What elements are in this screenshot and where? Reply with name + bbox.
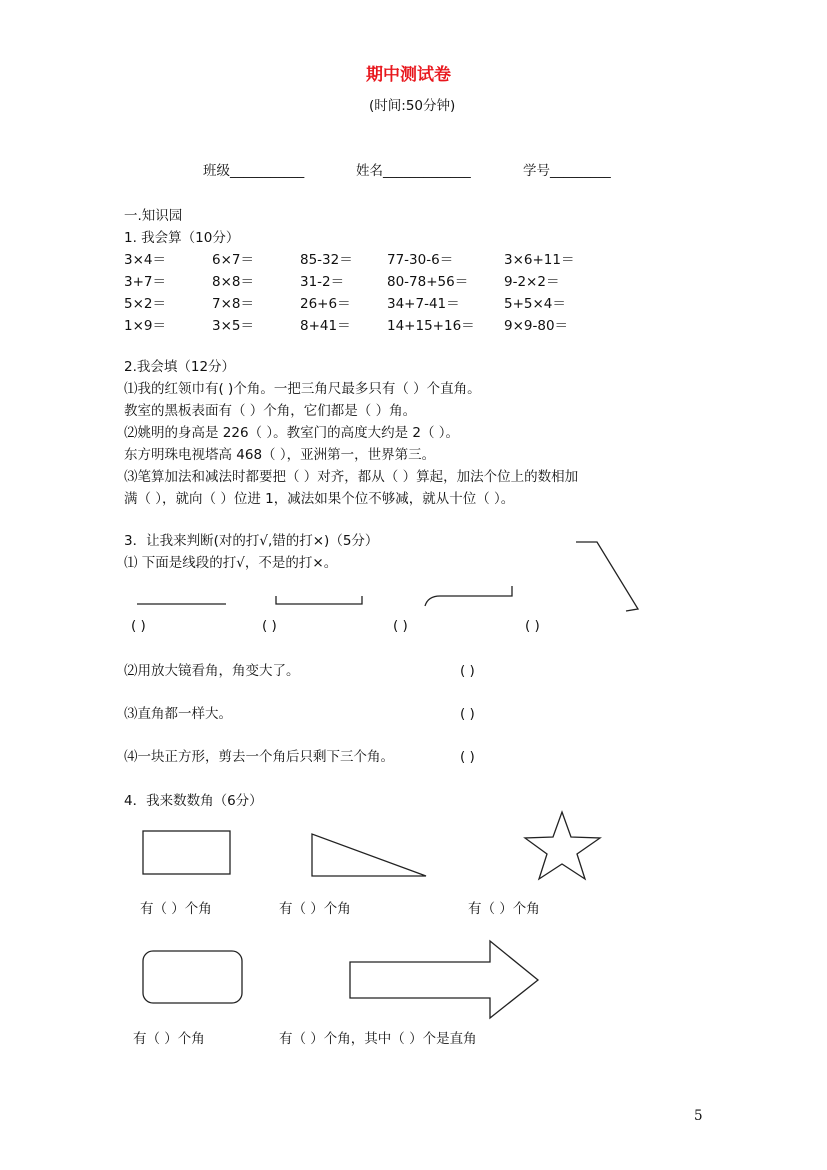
page-title: 期中测试卷 [366,65,451,85]
answer-blank: ( ) [262,618,277,634]
shape-caption: 有（ ）个角 [140,901,212,917]
fill-line: 满（ ），就向（ ）位进 1，减法如果个位不够减，就从十位（ ）。 [124,491,515,507]
calc-item: 77-30-6＝ [387,252,454,268]
calc-item: 31-2＝ [300,274,345,290]
calc-item: 14+15+16＝ [387,318,475,334]
calc-item: 7×8＝ [212,296,254,312]
answer-blank: ( ) [460,749,475,765]
calc-item: 5+5×4＝ [504,296,566,312]
question-1-title: 1. 我会算（10分） [124,230,240,246]
answer-blank: ( ) [525,618,540,634]
arrow-figure [350,941,538,1018]
answer-blank: ( ) [393,618,408,634]
page-number: 5 [694,1108,703,1124]
judgement-item: ⑵用放大镜看角，角变大了。 [124,663,300,679]
fill-line: 教室的黑板表面有（ ）个角，它们都是（ ）角。 [124,403,417,419]
calc-item: 9-2×2＝ [504,274,560,290]
calc-item: 9×9-80＝ [504,318,569,334]
fill-line: ⑶笔算加法和减法时都要把（ ）对齐，都从（ ）算起，加法个位上的数相加 [124,469,579,485]
fill-line: 东方明珠电视塔高 468（ ），亚洲第一，世界第三。 [124,447,436,463]
answer-blank: ( ) [460,706,475,722]
star-figure [525,812,600,879]
answer-blank: ( ) [131,618,146,634]
rectangle-figure [143,831,230,874]
shape-caption: 有（ ）个角 [468,901,540,917]
calc-item: 85-32＝ [300,252,353,268]
calc-item: 34+7-41＝ [387,296,460,312]
calc-item: 8+41＝ [300,318,351,334]
shape-caption: 有（ ）个角，其中（ ）个是直角 [279,1031,477,1047]
question-3-sub1: ⑴ 下面是线段的打√，不是的打×。 [124,555,338,571]
calc-item: 3×5＝ [212,318,254,334]
calc-item: 3×6+11＝ [504,252,575,268]
name-field: 姓名_____________ [356,163,471,179]
fill-line: ⑴我的红领巾有( )个角。一把三角尺最多只有（ ）个直角。 [124,381,481,397]
right-triangle-figure [312,834,426,876]
shape-caption: 有（ ）个角 [133,1031,205,1047]
question-2-title: 2.我会填（12分） [124,359,236,375]
question-4-title: 4．我来数数角（6分） [124,793,263,809]
student-id-field: 学号_________ [523,163,611,179]
question-3-title: 3．让我来判断(对的打√,错的打×)（5分） [124,533,379,549]
calc-item: 8×8＝ [212,274,254,290]
calc-item: 26+6＝ [300,296,351,312]
calc-item: 3×4＝ [124,252,166,268]
judgement-item: ⑶直角都一样大。 [124,706,232,722]
calc-item: 3+7＝ [124,274,166,290]
calc-item: 6×7＝ [212,252,254,268]
calc-item: 80-78+56＝ [387,274,469,290]
class-field: 班级___________ [203,163,305,179]
page-subtitle: (时间:50分钟) [369,98,456,114]
answer-blank: ( ) [460,663,475,679]
shape-caption: 有（ ）个角 [279,901,351,917]
rounded-rectangle-figure [143,951,242,1003]
fill-line: ⑵姚明的身高是 226（ ）。教室门的高度大约是 2（ ）。 [124,425,460,441]
section-heading: 一.知识园 [124,208,183,224]
calc-item: 5×2＝ [124,296,166,312]
judgement-item: ⑷一块正方形，剪去一个角后只剩下三个角。 [124,749,394,765]
calc-item: 1×9＝ [124,318,166,334]
